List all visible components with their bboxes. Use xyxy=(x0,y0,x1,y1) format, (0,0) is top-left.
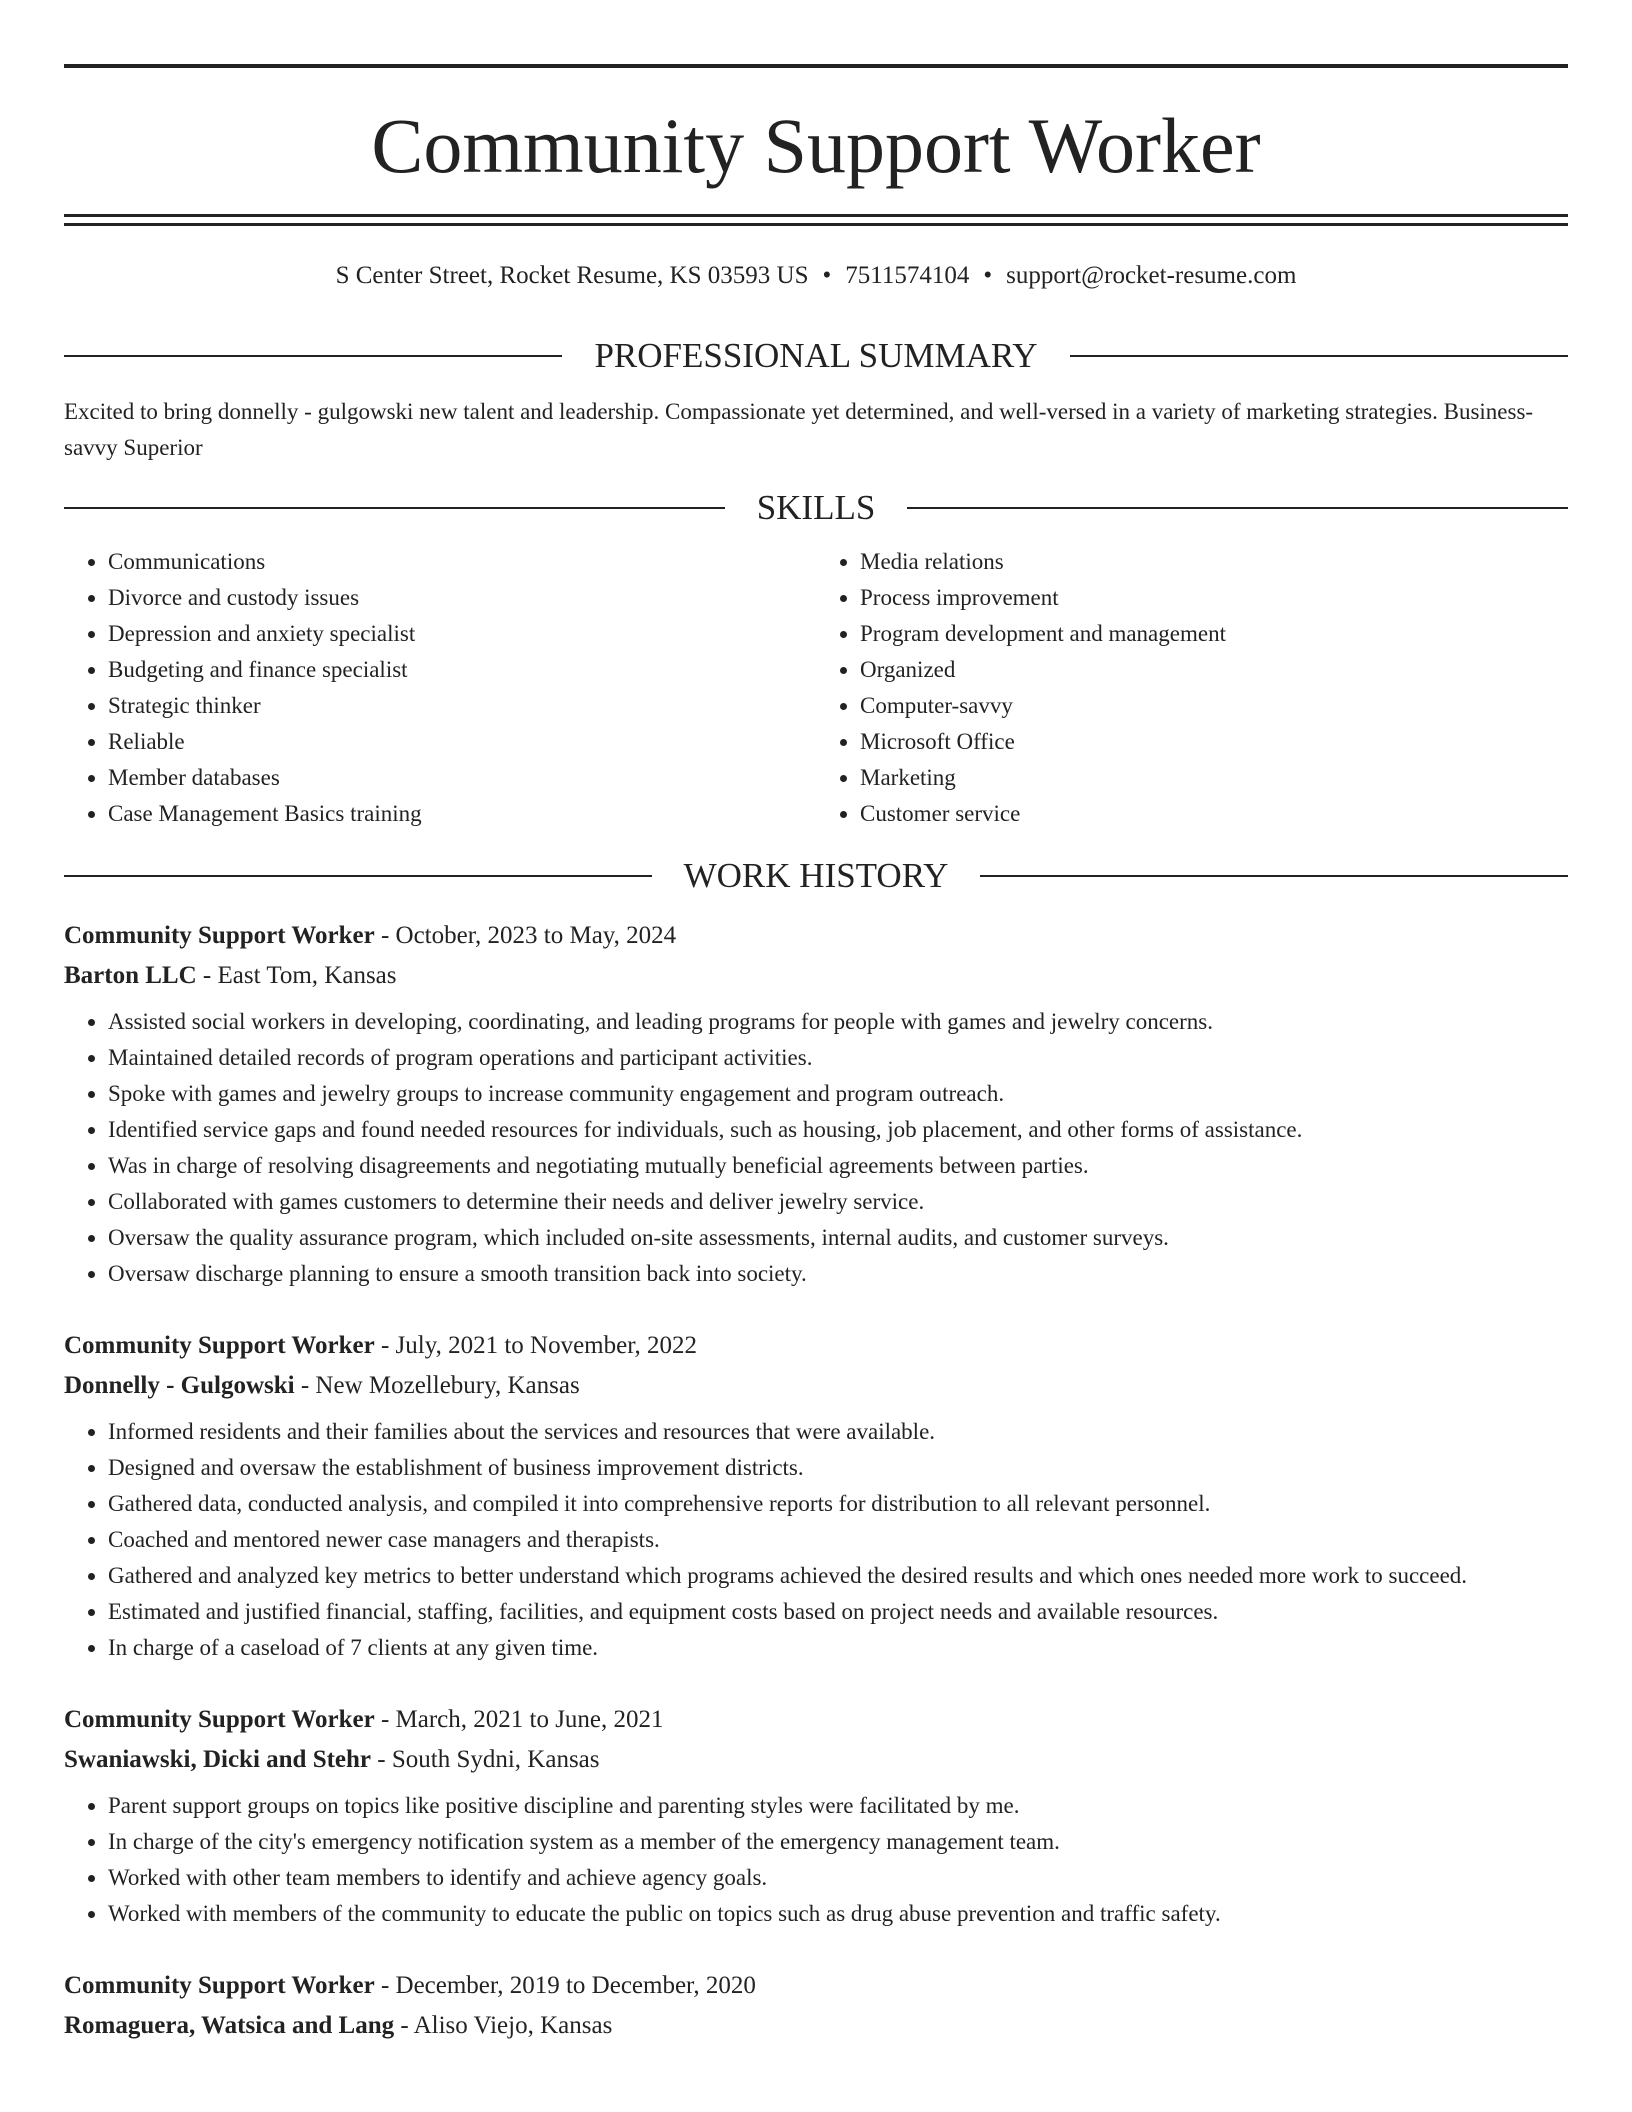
job-bullets xyxy=(64,1414,1568,1666)
job-bullet: • Parent support groups on topics like positive discipline and parenting styles were facilitated by me. xyxy=(108,1788,1568,1824)
job-title: Community Support Worker xyxy=(64,1332,375,1359)
heading-rule xyxy=(907,507,1568,509)
job-company: Barton LLC xyxy=(64,962,197,989)
job-company-line xyxy=(64,1740,1568,1780)
job-company: Swaniawski, Dicki and Stehr xyxy=(64,1746,372,1773)
skill-item: • Strategic thinker xyxy=(108,688,816,724)
skills-list xyxy=(64,544,1568,832)
work-heading-label: WORK HISTORY xyxy=(683,856,949,895)
job-bullets xyxy=(64,1788,1568,1932)
job-bullet: • Estimated and justified financial, staffing, facilities, and equipment costs based on project needs and available resources. xyxy=(108,1594,1568,1630)
heading-rule xyxy=(980,875,1568,877)
skill-item: • Communications xyxy=(108,544,816,580)
skills-column-right xyxy=(816,544,1568,832)
skill-item: • Microsoft Office xyxy=(860,724,1568,760)
contact-email[interactable]: support@rocket-resume.com xyxy=(1006,262,1297,289)
job-bullet: • Worked with other team members to identify and achieve agency goals. xyxy=(108,1860,1568,1896)
job-company: Donnelly - Gulgowski xyxy=(64,1372,295,1399)
job-bullet: • Maintained detailed records of program operations and participant activities. xyxy=(108,1040,1568,1076)
skill-item: • Case Management Basics training xyxy=(108,796,816,832)
skill-item: • Budgeting and finance specialist xyxy=(108,652,816,688)
work-heading xyxy=(64,854,1568,898)
contact-address: S Center Street, Rocket Resume, KS 03593 US xyxy=(335,262,809,289)
skill-item: • Reliable xyxy=(108,724,816,760)
contact-separator: • xyxy=(822,262,832,289)
job-company-line xyxy=(64,956,1568,996)
skill-item: • Organized xyxy=(860,652,1568,688)
job-bullet: • Worked with members of the community to educate the public on topics such as drug abuse prevention and traffic safety. xyxy=(108,1896,1568,1932)
heading-rule xyxy=(64,507,725,509)
job-location: - New Mozellebury, Kansas xyxy=(294,1372,580,1399)
job-bullet: • Designed and oversaw the establishment of business improvement districts. xyxy=(108,1450,1568,1486)
skill-item: • Media relations xyxy=(860,544,1568,580)
heading-rule xyxy=(64,875,652,877)
skill-item: • Depression and anxiety specialist xyxy=(108,616,816,652)
skill-item: • Process improvement xyxy=(860,580,1568,616)
job-bullet: • In charge of a caseload of 7 clients at any given time. xyxy=(108,1630,1568,1666)
job-bullet: • Was in charge of resolving disagreements and negotiating mutually beneficial agreements between parties. xyxy=(108,1148,1568,1184)
job-bullet: • Collaborated with games customers to determine their needs and deliver jewelry service. xyxy=(108,1184,1568,1220)
job-entry xyxy=(64,1700,1568,1932)
contact-phone[interactable]: 7511574104 xyxy=(845,262,970,289)
skill-item: • Marketing xyxy=(860,760,1568,796)
job-dates: - October, 2023 to May, 2024 xyxy=(374,922,677,949)
skills-column-left xyxy=(64,544,816,832)
job-company-line xyxy=(64,1366,1568,1406)
job-bullet: • Gathered and analyzed key metrics to better understand which programs achieved the desired results and which ones needed more work to succeed. xyxy=(108,1558,1568,1594)
job-title-line xyxy=(64,1966,1568,2006)
job-title: Community Support Worker xyxy=(64,1972,375,1999)
job-dates: - July, 2021 to November, 2022 xyxy=(374,1332,698,1359)
double-rule xyxy=(64,214,1568,226)
job-title-line xyxy=(64,1326,1568,1366)
summary-text: Excited to bring donnelly - gulgowski new talent and leadership. Compassionate yet determined, and well-versed in a variety of marketing strategies. Business-savvy Superior xyxy=(64,399,1534,460)
job-company: Romaguera, Watsica and Lang xyxy=(64,2012,395,2039)
resume-title: Community Support Worker xyxy=(371,102,1261,189)
job-bullet: • Informed residents and their families about the services and resources that were available. xyxy=(108,1414,1568,1450)
contact-line xyxy=(64,260,1568,292)
skill-item: • Customer service xyxy=(860,796,1568,832)
job-title-line xyxy=(64,1700,1568,1740)
job-entry xyxy=(64,1966,1568,2046)
skill-item: • Program development and management xyxy=(860,616,1568,652)
heading-rule xyxy=(1070,355,1568,357)
summary-heading xyxy=(64,334,1568,378)
skill-item: • Member databases xyxy=(108,760,816,796)
skills-heading xyxy=(64,486,1568,530)
job-company-line xyxy=(64,2006,1568,2046)
job-location: - Aliso Viejo, Kansas xyxy=(394,2012,613,2039)
job-bullet: • Spoke with games and jewelry groups to increase community engagement and program outreach. xyxy=(108,1076,1568,1112)
job-bullet: • In charge of the city's emergency notification system as a member of the emergency management team. xyxy=(108,1824,1568,1860)
job-bullet: • Identified service gaps and found needed resources for individuals, such as housing, job placement, and other forms of assistance. xyxy=(108,1112,1568,1148)
skill-item: • Divorce and custody issues xyxy=(108,580,816,616)
job-dates: - March, 2021 to June, 2021 xyxy=(374,1706,664,1733)
job-bullet: • Oversaw the quality assurance program, which included on-site assessments, internal audits, and customer surveys. xyxy=(108,1220,1568,1256)
job-bullet: • Assisted social workers in developing, coordinating, and leading programs for people with games and jewelry concerns. xyxy=(108,1004,1568,1040)
heading-rule xyxy=(64,355,562,357)
job-dates: - December, 2019 to December, 2020 xyxy=(374,1972,756,1999)
job-entry xyxy=(64,916,1568,1292)
job-title: Community Support Worker xyxy=(64,922,375,949)
contact-separator: • xyxy=(983,262,993,289)
skills-heading-label: SKILLS xyxy=(756,488,876,527)
top-rule xyxy=(64,64,1568,68)
job-bullet: • Gathered data, conducted analysis, and compiled it into comprehensive reports for distribution to all relevant personnel. xyxy=(108,1486,1568,1522)
job-title-line xyxy=(64,916,1568,956)
summary-heading-label: PROFESSIONAL SUMMARY xyxy=(594,336,1038,375)
job-location: - East Tom, Kansas xyxy=(196,962,397,989)
job-title: Community Support Worker xyxy=(64,1706,375,1733)
skill-item: • Computer-savvy xyxy=(860,688,1568,724)
job-entry xyxy=(64,1326,1568,1666)
resume-page xyxy=(64,64,1568,2046)
job-location: - South Sydni, Kansas xyxy=(371,1746,600,1773)
job-bullets xyxy=(64,1004,1568,1292)
job-bullet: • Coached and mentored newer case managers and therapists. xyxy=(108,1522,1568,1558)
job-bullet: • Oversaw discharge planning to ensure a smooth transition back into society. xyxy=(108,1256,1568,1292)
